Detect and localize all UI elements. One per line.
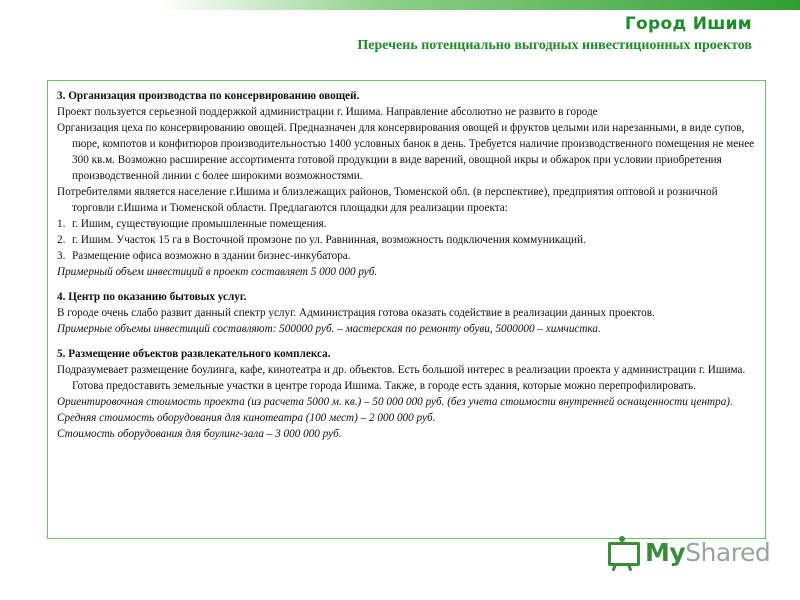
page-title: Город Ишим	[624, 14, 752, 34]
page-subtitle: Перечень потенциально выгодных инвестиционных проектов	[357, 38, 752, 53]
section-3-paragraph-2: Организация цеха по консервированию овощей. Предназначен для консервирования овощей и фруктов целыми или нарезанными, в виде супов, пюре, компотов и конфитюров производительностью 1400 условных банок в день. Требуется наличие производственного помещения не менее 300 кв.м. Возможно расширение ассортимента готовой продукции в виде варений, овощной икры и обжарок при условии приобретения производственной линии с более широкими возможностями.	[57, 122, 755, 182]
section-4-investment: Примерные объемы инвестиций составляют: 500000 руб. – мастерская по ремонту обуви, 5000000 – химчистка.	[57, 323, 601, 335]
section-3-paragraph-1: Проект пользуется серьезной поддержкой администрации г. Ишима. Направление абсолютно не развито в городе	[57, 106, 598, 118]
section-5-investment-1: Ориентировочная стоимость проекта (из расчета 5000 м. кв.) – 50 000 000 руб. (без учета стоимости внутренней оснащенности центра).	[57, 396, 733, 408]
logo-text-my: My	[645, 538, 686, 567]
top-decorative-bar	[160, 0, 800, 10]
section-3-title: 3. Организация производства по консервированию овощей.	[57, 90, 360, 102]
list-number: 2.	[57, 234, 66, 246]
content-panel	[47, 80, 766, 539]
list-text: г. Ишим, существующие промышленные помещения.	[72, 218, 327, 230]
section-3-paragraph-3: Потребителями является население г.Ишима и близлежащих районов, Тюменской обл. (в перспективе), предприятия оптовой и розничной торговли г.Ишима и Тюменской области. Предлагаются площадки для реализации проекта:	[57, 186, 718, 214]
section-4-paragraph-1: В городе очень слабо развит данный спектр услуг. Администрация готова оказать содействие в реализации данных проектов.	[57, 307, 655, 319]
myshared-logo[interactable]	[605, 536, 775, 572]
section-5-investment-2: Средняя стоимость оборудования для кинотеатра (100 мест) – 2 000 000 руб.	[57, 412, 436, 424]
section-4-title: 4. Центр по оказанию бытовых услуг.	[57, 291, 247, 303]
section-5-paragraph-1: Подразумевает размещение боулинга, кафе, кинотеатра и др. объектов. Есть большой интерес в реализации проекта у администрации г. Ишима. Готова предоставить земельные участки в центре города Ишима. Также, в городе есть здания, которые можно перепрофилировать.	[57, 364, 746, 392]
section-3-list-item-2	[57, 232, 755, 248]
spacer	[57, 280, 755, 289]
section-3-investment: Примерный объем инвестиций в проект составляет 5 000 000 руб.	[57, 266, 378, 278]
logo-text-shared: Shared	[685, 538, 771, 567]
logo-text	[645, 538, 770, 567]
list-number: 3.	[57, 250, 66, 262]
section-5-investment-3: Стоимость оборудования для боулинг-зала – 3 000 000 руб.	[57, 428, 342, 440]
presentation-board-icon	[605, 536, 639, 568]
list-text: Размещение офиса возможно в здании бизнес-инкубатора.	[72, 250, 351, 262]
spacer	[57, 337, 755, 346]
section-5-title: 5. Размещение объектов развлекательного комплекса.	[57, 348, 331, 360]
section-3-list-item-1	[57, 216, 755, 232]
section-3-list-item-3	[57, 248, 755, 264]
list-text: г. Ишим. Участок 15 га в Восточной промзоне по ул. Равнинная, возможность подключения коммуникаций.	[72, 234, 586, 246]
list-number: 1.	[57, 218, 66, 230]
